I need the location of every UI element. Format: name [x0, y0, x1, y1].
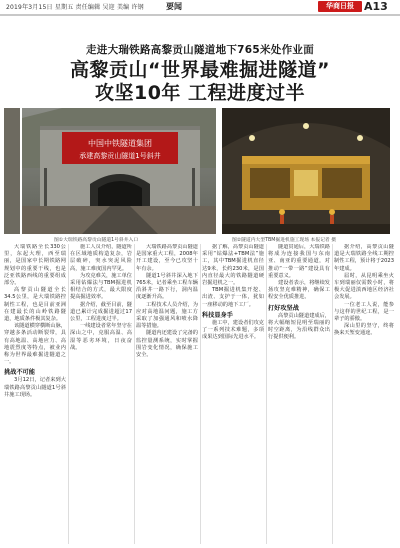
section-heading: 挑战不可能 — [4, 369, 35, 377]
article-title-line1: 高黎贡山“世界最难掘进隧道” — [70, 59, 330, 81]
article-subheadline: 走进大瑞铁路高黎贡山隧道地下765米处作业面 — [85, 44, 315, 56]
article-column-1 — [4, 244, 66, 544]
paragraph: 据介绍，高黎贡山隧道是大瑞铁路全线工期控制性工程，预计将于2023年建成。 — [334, 244, 394, 272]
paragraph: 为攻克难关，施工单位采用钻爆法与TBM掘进机相结合的方式，最大限度提高掘进效率。 — [70, 272, 132, 301]
article-column-6 — [334, 244, 394, 544]
article-column-4 — [202, 244, 264, 544]
section-heading: 打好攻坚战 — [268, 304, 299, 312]
article-column-5 — [268, 244, 330, 544]
article-column-3 — [136, 244, 198, 544]
paragraph: 一线建设者常年坚守在深山之中，克服高温、高湿等恶劣环境，日夜奋战。 — [70, 323, 132, 351]
tunnel-entrance-illustration — [22, 108, 216, 234]
paragraph: 该隧道横穿横断山脉，穿越多条活动断裂带，具有高地温、高地应力、高地震烈度等特点，被业内称为世界最难掘进隧道之一。 — [4, 323, 66, 366]
paragraph: 建设者表示，将继续发扬攻坚克难精神，确保工程安全优质推进。 — [268, 280, 330, 301]
issue-info: 2019年3月15日 星期五 责任编辑 吴迎 美编 许钢 — [6, 4, 144, 11]
paragraph: 隧道内还建设了完备的监控量测系统，实时掌握围岩变化情况，确保施工安全。 — [136, 330, 198, 359]
paragraph: 施工人员介绍，隧道所在区域地质构造复杂，岩层破碎，突水突泥风险高，施工难度国内罕见。 — [70, 244, 132, 272]
column-divider — [332, 244, 333, 544]
paragraph: 隧道1号斜井深入地下765米，记者乘坐工程车辆沿斜井一路下行，洞内温度逐渐升高。 — [136, 272, 198, 301]
tunnel-entrance-photo — [22, 108, 216, 234]
paragraph: 隧道贯通后，大瑞铁路将成为连接我国与东南亚、南亚的重要通道，对推动“一带一路”建设具有重要意义。 — [268, 244, 330, 279]
banner-line2: 承建高黎贡山隧道1号斜井 — [79, 152, 161, 160]
column-divider — [68, 244, 69, 544]
paragraph: 大瑞铁路全长330公里，东起大理，西至瑞丽，是国家中长期铁路网规划中的重要干线，也是泛亚铁路西线的重要组成部分。 — [4, 244, 66, 287]
article-body — [4, 244, 394, 544]
page-number: A13 — [364, 0, 388, 13]
column-divider — [200, 244, 201, 544]
right-photo-caption: 图②隧道内大型TBM掘进机施工现场 本报记者 摄 — [232, 238, 337, 243]
banner-line1: 中国中铁隧道集团 — [88, 139, 152, 148]
paragraph: 届时，从昆明乘坐火车到瑞丽仅需数小时，将极大促进滇西地区经济社会发展。 — [334, 272, 394, 301]
paragraph: 深山里的坚守，终将换来天堑变通途。 — [334, 323, 394, 337]
article-title-line2: 攻坚10年 工程进度过半 — [94, 82, 306, 104]
paragraph: 大瑞铁路高黎贡山隧道是国家重大工程，2008年开工建设，至今已攻坚十年有余。 — [136, 244, 198, 272]
paragraph: 工程技术人员介绍，为应对高地温问题，施工方采取了加强通风和喷水降温等措施。 — [136, 301, 198, 330]
page-header — [0, 0, 400, 14]
column-divider — [134, 244, 135, 544]
section-label: 要闻 — [166, 2, 182, 11]
paragraph: 一位老工人说，能参与这样的世纪工程，是一辈子的骄傲。 — [334, 301, 394, 323]
paragraph: 高黎贡山隧道建成后，将大幅缩短昆明至瑞丽的时空距离，为沿线群众出行提供便利。 — [268, 312, 330, 341]
column-divider — [266, 244, 267, 544]
paragraph: TBM掘进机集开挖、出渣、支护于一体，犹如一座移动的地下工厂。 — [202, 287, 264, 308]
paragraph: 高黎贡山隧道全长34.5公里，是大瑞铁路控制性工程，也是目前亚洲在建最长的山岭铁路隧道，地质条件极其复杂。 — [4, 287, 66, 323]
photo-edge-strip — [4, 108, 20, 234]
main-photo-caption: 图①大瑞铁路高黎贡山隧道1号斜井入口 — [54, 238, 139, 243]
newspaper-brand: 华商日报 — [318, 1, 362, 12]
tbm-interior-illustration — [222, 108, 390, 234]
header-divider — [0, 14, 400, 16]
paragraph: 施工中，建设者们攻克了一系列技术难题，多项成果达到国际先进水平。 — [202, 319, 264, 341]
paragraph: 据介绍，截至目前，隧道已累计完成掘进超过17公里，工程进度过半。 — [70, 301, 132, 323]
article-column-2 — [70, 244, 132, 544]
tunnel-interior-photo — [222, 108, 390, 234]
paragraph: 3月12日，记者来到大瑞铁路高黎贡山隧道1号斜井施工现场。 — [4, 377, 66, 398]
paragraph: 据了解，高黎贡山隧道采用“钻爆法+TBM法”施工，其中TBM掘进机直径达9米，长约230米，是国内直径最大的铁路隧道硬岩掘进机之一。 — [202, 244, 264, 287]
section-heading: 科技显身手 — [202, 311, 233, 319]
